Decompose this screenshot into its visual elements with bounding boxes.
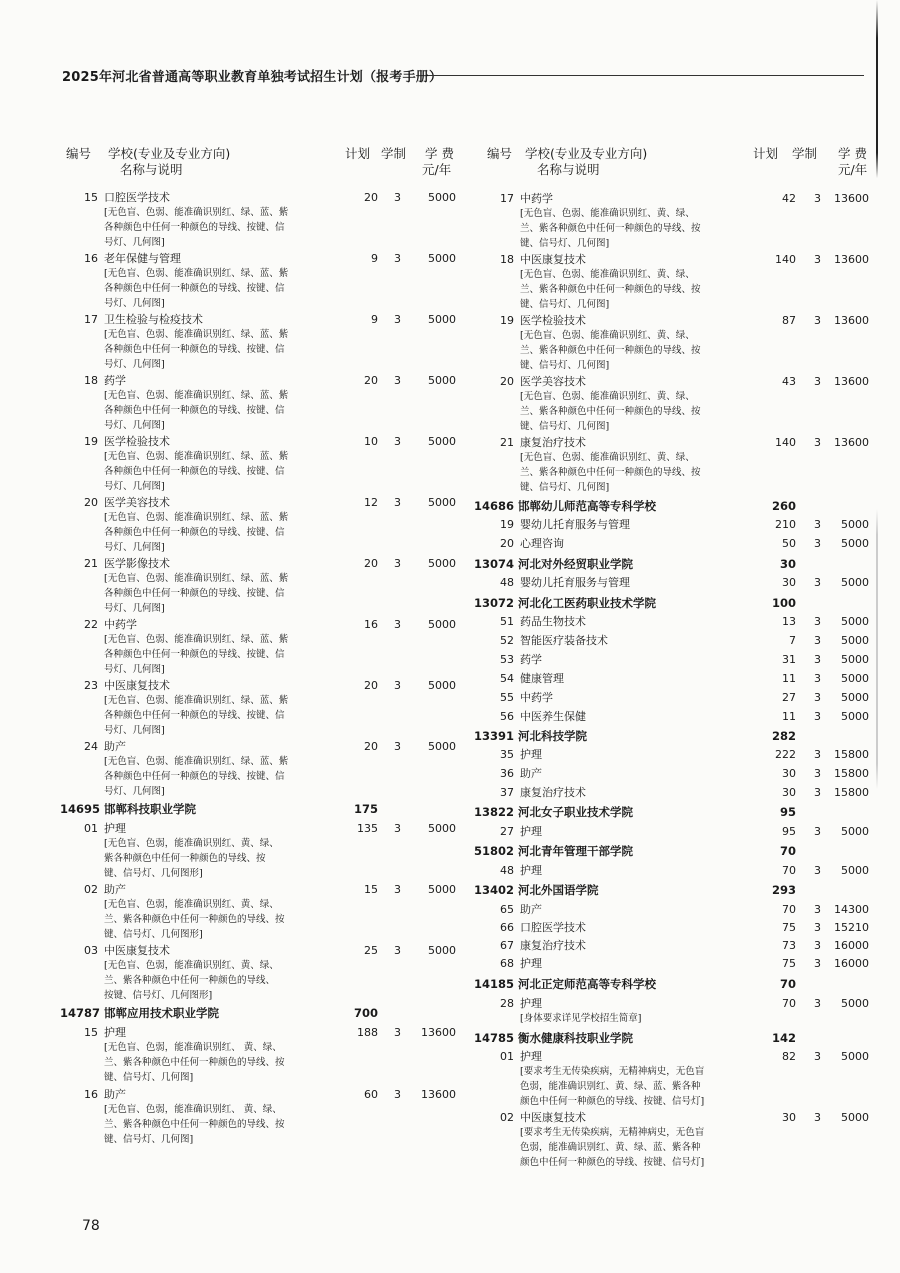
row-plan: 82 — [782, 1050, 796, 1063]
row-note: [无色盲、色弱、能准确识别红、绿、蓝、紫 各种颜色中任何一种颜色的导线、按键、信 号灯、几何图] — [104, 268, 289, 309]
school-name: 邯郸应用技术职业学院 — [104, 1006, 219, 1020]
school-code: 14686 — [473, 499, 514, 513]
row-code: 20 — [500, 537, 514, 550]
row-name: 中药学 — [104, 618, 137, 631]
row-note: [无色盲、色弱、能准确识别红、绿、蓝、紫 各种颜色中任何一种颜色的导线、按键、信 号灯、几何图] — [104, 756, 289, 797]
row-code: 66 — [500, 921, 514, 934]
row-name: 医学美容技术 — [104, 496, 170, 509]
row-note: [无色盲、色弱、能准确识别红、黄、绿、 兰、紫各种颜色中任何一种颜色的导线、按 键、信号灯、几何图] — [520, 208, 701, 249]
school-plan: 293 — [771, 883, 796, 897]
row-code: 17 — [500, 192, 514, 205]
row-code: 36 — [500, 767, 514, 780]
row-note: [无色盲、色弱，能准确识别红、 黄、绿、 兰、紫各种颜色中任何一种颜色的导线、按 键、信号灯、几何图] — [104, 1104, 285, 1145]
row-note: [无色盲、色弱，能准确识别红、黄、绿、 兰、紫各种颜色中任何一种颜色的导线、 按键、信号灯、几何图形] — [104, 960, 279, 1001]
row-plan: 30 — [782, 786, 796, 799]
school-code: 14695 — [59, 802, 100, 816]
row-name: 康复治疗技术 — [520, 436, 586, 449]
school-name: 河北女子职业技术学院 — [518, 805, 633, 819]
row-plan: 87 — [782, 314, 796, 327]
page-number: 78 — [82, 1218, 100, 1234]
row-note: [无色盲、色弱、能准确识别红、黄、绿、 兰、紫各种颜色中任何一种颜色的导线、按 键、信号灯、几何图] — [520, 330, 701, 371]
row-fee: 5000 — [428, 740, 456, 753]
page-edge-line — [876, 0, 878, 1273]
school-plan: 100 — [771, 596, 796, 610]
row-code: 01 — [84, 822, 98, 835]
row-code: 18 — [500, 253, 514, 266]
row-fee: 5000 — [841, 1111, 869, 1124]
row-years: 3 — [814, 436, 821, 449]
row-years: 3 — [814, 615, 821, 628]
school-code: 13402 — [473, 883, 514, 897]
row-plan: 30 — [782, 576, 796, 589]
row-fee: 15210 — [834, 921, 869, 934]
row-name: 康复治疗技术 — [520, 939, 586, 952]
row-note: [无色盲、色弱、能准确识别红、绿、蓝、紫 各种颜色中任何一种颜色的导线、按键、信 号灯、几何图] — [104, 695, 289, 736]
row-fee: 14300 — [834, 903, 869, 916]
row-fee: 16000 — [834, 939, 869, 952]
row-code: 02 — [84, 883, 98, 896]
school-plan: 142 — [771, 1031, 796, 1045]
row-years: 3 — [814, 576, 821, 589]
school-code: 51802 — [473, 844, 514, 858]
row-code: 15 — [84, 191, 98, 204]
row-note: [要求考生无传染疾病，无精神病史，无色盲 色弱，能准确识别红、黄、绿、蓝、紫各种 颜色中任何一种颜色的导线、按键、信号灯] — [520, 1066, 705, 1107]
row-name: 口腔医学技术 — [104, 191, 170, 204]
row-code: 27 — [500, 825, 514, 838]
row-name: 医学影像技术 — [104, 557, 170, 570]
row-name: 护理 — [104, 1026, 126, 1039]
school-code: 13072 — [473, 596, 514, 610]
row-name: 药学 — [104, 374, 126, 387]
row-note: [无色盲、色弱、能准确识别红、绿、蓝、紫 各种颜色中任何一种颜色的导线、按键、信 号灯、几何图] — [104, 634, 289, 675]
row-fee: 13600 — [834, 436, 869, 449]
row-fee: 13600 — [834, 253, 869, 266]
row-fee: 5000 — [428, 557, 456, 570]
row-code: 18 — [84, 374, 98, 387]
row-years: 3 — [814, 825, 821, 838]
row-years: 3 — [394, 822, 401, 835]
row-note: [无色盲、色弱、能准确识别红、黄、绿、 兰、紫各种颜色中任何一种颜色的导线、按 键、信号灯、几何图] — [520, 269, 701, 310]
school-code: 13074 — [473, 557, 514, 571]
row-years: 3 — [394, 374, 401, 387]
row-name: 医学美容技术 — [520, 375, 586, 388]
school-name: 河北青年管理干部学院 — [518, 844, 633, 858]
row-years: 3 — [814, 672, 821, 685]
row-code: 28 — [500, 997, 514, 1010]
row-note: [无色盲、色弱，能准确识别红、 黄、绿、 兰、紫各种颜色中任何一种颜色的导线、按 键、信号灯、几何图] — [104, 1042, 285, 1083]
row-code: 54 — [500, 672, 514, 685]
row-fee: 5000 — [841, 864, 869, 877]
school-name: 邯郸幼儿师范高等专科学校 — [518, 499, 656, 513]
row-fee: 5000 — [428, 435, 456, 448]
row-plan: 16 — [364, 618, 378, 631]
row-fee: 15800 — [834, 767, 869, 780]
row-code: 22 — [84, 618, 98, 631]
row-plan: 140 — [775, 253, 796, 266]
school-plan: 30 — [779, 557, 796, 571]
school-name: 河北外国语学院 — [518, 883, 599, 897]
row-name: 中医养生保健 — [520, 710, 586, 723]
row-note: [无色盲、色弱、能准确识别红、绿、蓝、紫 各种颜色中任何一种颜色的导线、按键、信 号灯、几何图] — [104, 451, 289, 492]
school-name: 衡水健康科技职业学院 — [518, 1031, 633, 1045]
row-plan: 70 — [782, 903, 796, 916]
row-fee: 5000 — [428, 496, 456, 509]
row-years: 3 — [814, 957, 821, 970]
row-years: 3 — [814, 1111, 821, 1124]
row-years: 3 — [394, 557, 401, 570]
row-code: 67 — [500, 939, 514, 952]
row-code: 68 — [500, 957, 514, 970]
row-years: 3 — [394, 1026, 401, 1039]
row-code: 15 — [84, 1026, 98, 1039]
row-code: 48 — [500, 864, 514, 877]
row-fee: 13600 — [834, 375, 869, 388]
row-name: 医学检验技术 — [520, 314, 586, 327]
row-name: 助产 — [520, 767, 542, 780]
row-name: 助产 — [104, 740, 126, 753]
row-fee: 13600 — [421, 1026, 456, 1039]
row-code: 02 — [500, 1111, 514, 1124]
col-plan-label: 计划 — [345, 146, 371, 161]
row-plan: 30 — [782, 767, 796, 780]
row-fee: 5000 — [841, 615, 869, 628]
row-plan: 42 — [782, 192, 796, 205]
row-fee: 16000 — [834, 957, 869, 970]
row-name: 卫生检验与检疫技术 — [104, 313, 203, 326]
row-years: 3 — [814, 653, 821, 666]
row-fee: 5000 — [841, 691, 869, 704]
row-name: 护理 — [520, 864, 542, 877]
row-name: 护理 — [520, 1050, 542, 1063]
row-plan: 188 — [357, 1026, 378, 1039]
row-plan: 135 — [357, 822, 378, 835]
row-years: 3 — [394, 618, 401, 631]
school-plan: 70 — [779, 844, 796, 858]
row-plan: 12 — [364, 496, 378, 509]
col-years-label: 学制 — [792, 146, 818, 161]
school-plan: 175 — [353, 802, 378, 816]
row-note: [无色盲、色弱、能准确识别红、绿、蓝、紫 各种颜色中任何一种颜色的导线、按键、信 号灯、几何图] — [104, 329, 289, 370]
school-plan: 70 — [779, 977, 796, 991]
school-name: 河北对外经贸职业学院 — [518, 557, 633, 571]
row-code: 24 — [84, 740, 98, 753]
row-years: 3 — [814, 634, 821, 647]
row-plan: 20 — [364, 740, 378, 753]
row-years: 3 — [394, 435, 401, 448]
row-plan: 60 — [364, 1088, 378, 1101]
row-note: [无色盲、色弱、能准确识别红、黄、绿、 兰、紫各种颜色中任何一种颜色的导线、按 键、信号灯、几何图] — [520, 391, 701, 432]
row-years: 3 — [814, 939, 821, 952]
row-fee: 5000 — [841, 825, 869, 838]
row-note: [无色盲、色弱、能准确识别红、黄、绿、 兰、紫各种颜色中任何一种颜色的导线、按 键、信号灯、几何图] — [520, 452, 701, 493]
row-note: [无色盲、色弱、能准确识别红、绿、蓝、紫 各种颜色中任何一种颜色的导线、按键、信 号灯、几何图] — [104, 390, 289, 431]
row-plan: 27 — [782, 691, 796, 704]
row-note: [无色盲、色弱，能准确识别红、黄、绿、 紫各种颜色中任何一种颜色的导线、按 键、信号灯、几何图形] — [104, 838, 279, 879]
row-plan: 25 — [364, 944, 378, 957]
row-code: 56 — [500, 710, 514, 723]
row-name: 健康管理 — [520, 672, 564, 685]
row-fee: 5000 — [841, 576, 869, 589]
row-code: 21 — [500, 436, 514, 449]
row-name: 药品生物技术 — [520, 615, 586, 628]
row-name: 助产 — [104, 883, 126, 896]
row-plan: 20 — [364, 374, 378, 387]
row-name: 中医康复技术 — [520, 1111, 586, 1124]
row-code: 65 — [500, 903, 514, 916]
row-fee: 15800 — [834, 786, 869, 799]
row-years: 3 — [814, 748, 821, 761]
row-code: 21 — [84, 557, 98, 570]
row-plan: 13 — [782, 615, 796, 628]
row-years: 3 — [814, 314, 821, 327]
row-fee: 5000 — [841, 672, 869, 685]
row-note: [无色盲、色弱，能准确识别红、黄、绿、 兰、紫各种颜色中任何一种颜色的导线、按 键、信号灯、几何图形] — [104, 899, 285, 940]
school-code: 13822 — [473, 805, 514, 819]
row-code: 51 — [500, 615, 514, 628]
row-years: 3 — [814, 864, 821, 877]
row-plan: 75 — [782, 957, 796, 970]
school-plan: 95 — [779, 805, 796, 819]
row-fee: 5000 — [428, 822, 456, 835]
row-code: 19 — [500, 518, 514, 531]
school-code: 14785 — [473, 1031, 514, 1045]
row-note: [身体要求详见学校招生简章] — [520, 1013, 642, 1024]
school-name: 河北化工医药职业技术学院 — [518, 596, 656, 610]
row-years: 3 — [814, 518, 821, 531]
row-plan: 9 — [371, 313, 378, 326]
row-code: 35 — [500, 748, 514, 761]
row-fee: 5000 — [841, 997, 869, 1010]
row-name: 中医康复技术 — [104, 679, 170, 692]
row-years: 3 — [394, 679, 401, 692]
col-fee-unit-label: 元/年 — [838, 162, 868, 177]
row-name: 医学检验技术 — [104, 435, 170, 448]
row-plan: 210 — [775, 518, 796, 531]
row-name: 口腔医学技术 — [520, 921, 586, 934]
school-code: 14787 — [59, 1006, 100, 1020]
school-plan: 700 — [353, 1006, 378, 1020]
col-plan-label: 计划 — [753, 146, 779, 161]
row-years: 3 — [394, 496, 401, 509]
col-fee-label: 学 费 — [838, 146, 867, 161]
row-plan: 70 — [782, 997, 796, 1010]
col-fee-unit-label: 元/年 — [422, 162, 452, 177]
row-name: 护理 — [104, 822, 126, 835]
row-code: 23 — [84, 679, 98, 692]
row-fee: 5000 — [428, 191, 456, 204]
row-plan: 30 — [782, 1111, 796, 1124]
row-code: 17 — [84, 313, 98, 326]
row-plan: 20 — [364, 679, 378, 692]
row-fee: 5000 — [841, 1050, 869, 1063]
row-fee: 13600 — [834, 192, 869, 205]
row-plan: 10 — [364, 435, 378, 448]
row-fee: 5000 — [428, 252, 456, 265]
row-years: 3 — [814, 903, 821, 916]
row-name: 中药学 — [520, 691, 553, 704]
row-code: 16 — [84, 1088, 98, 1101]
row-years: 3 — [394, 944, 401, 957]
row-years: 3 — [814, 1050, 821, 1063]
row-note: [无色盲、色弱、能准确识别红、绿、蓝、紫 各种颜色中任何一种颜色的导线、按键、信 号灯、几何图] — [104, 573, 289, 614]
col-code-label: 编号 — [66, 146, 92, 161]
row-name: 智能医疗装备技术 — [520, 634, 608, 647]
col-school-label: 学校(专业及专业方向) — [525, 146, 648, 161]
row-name: 助产 — [520, 903, 542, 916]
school-name: 邯郸科技职业学院 — [104, 802, 196, 816]
row-fee: 5000 — [841, 653, 869, 666]
row-plan: 222 — [775, 748, 796, 761]
row-code: 48 — [500, 576, 514, 589]
row-years: 3 — [394, 191, 401, 204]
row-note: [无色盲、色弱、能准确识别红、绿、蓝、紫 各种颜色中任何一种颜色的导线、按键、信 号灯、几何图] — [104, 512, 289, 553]
row-name: 护理 — [520, 748, 542, 761]
row-years: 3 — [814, 997, 821, 1010]
row-name: 中医康复技术 — [104, 944, 170, 957]
header-rule — [428, 75, 864, 76]
row-fee: 5000 — [428, 374, 456, 387]
row-code: 53 — [500, 653, 514, 666]
row-fee: 5000 — [428, 883, 456, 896]
row-fee: 13600 — [421, 1088, 456, 1101]
row-fee: 5000 — [428, 679, 456, 692]
row-plan: 15 — [364, 883, 378, 896]
row-years: 3 — [814, 375, 821, 388]
row-years: 3 — [394, 252, 401, 265]
row-plan: 140 — [775, 436, 796, 449]
row-name: 药学 — [520, 653, 542, 666]
col-school-sub-label: 名称与说明 — [120, 162, 183, 177]
row-code: 03 — [84, 944, 98, 957]
row-name: 康复治疗技术 — [520, 786, 586, 799]
row-code: 19 — [500, 314, 514, 327]
page-header-title: 2025年河北省普通高等职业教育单独考试招生计划（报考手册） — [62, 70, 443, 85]
row-plan: 75 — [782, 921, 796, 934]
school-plan: 282 — [771, 729, 796, 743]
row-name: 婴幼儿托育服务与管理 — [520, 518, 630, 531]
row-note: [要求考生无传染疾病，无精神病史，无色盲 色弱，能准确识别红、黄、绿、蓝、紫各种 颜色中任何一种颜色的导线、按键、信号灯] — [520, 1127, 705, 1168]
row-code: 37 — [500, 786, 514, 799]
row-years: 3 — [814, 537, 821, 550]
row-fee: 5000 — [841, 518, 869, 531]
row-name: 护理 — [520, 957, 542, 970]
row-years: 3 — [394, 1088, 401, 1101]
row-plan: 70 — [782, 864, 796, 877]
row-fee: 5000 — [841, 537, 869, 550]
row-fee: 5000 — [428, 618, 456, 631]
row-code: 55 — [500, 691, 514, 704]
row-note: [无色盲、色弱、能准确识别红、绿、蓝、紫 各种颜色中任何一种颜色的导线、按键、信 号灯、几何图] — [104, 207, 289, 248]
row-years: 3 — [814, 767, 821, 780]
row-code: 20 — [500, 375, 514, 388]
row-name: 护理 — [520, 997, 542, 1010]
row-name: 中医康复技术 — [520, 253, 586, 266]
row-fee: 15800 — [834, 748, 869, 761]
row-plan: 43 — [782, 375, 796, 388]
row-plan: 9 — [371, 252, 378, 265]
col-fee-label: 学 费 — [425, 146, 454, 161]
row-fee: 5000 — [428, 944, 456, 957]
row-fee: 5000 — [841, 710, 869, 723]
row-plan: 31 — [782, 653, 796, 666]
row-name: 护理 — [520, 825, 542, 838]
school-name: 河北正定师范高等专科学校 — [518, 977, 656, 991]
row-years: 3 — [814, 253, 821, 266]
row-years: 3 — [814, 786, 821, 799]
col-code-label: 编号 — [487, 146, 513, 161]
row-plan: 50 — [782, 537, 796, 550]
school-code: 14185 — [473, 977, 514, 991]
row-name: 婴幼儿托育服务与管理 — [520, 576, 630, 589]
row-fee: 5000 — [841, 634, 869, 647]
row-plan: 7 — [789, 634, 796, 647]
row-name: 心理咨询 — [520, 537, 564, 550]
row-years: 3 — [814, 192, 821, 205]
row-years: 3 — [814, 921, 821, 934]
row-plan: 73 — [782, 939, 796, 952]
row-fee: 13600 — [834, 314, 869, 327]
row-plan: 11 — [782, 710, 796, 723]
row-years: 3 — [814, 710, 821, 723]
row-code: 20 — [84, 496, 98, 509]
row-code: 52 — [500, 634, 514, 647]
row-name: 老年保健与管理 — [104, 252, 181, 265]
row-plan: 20 — [364, 557, 378, 570]
school-plan: 260 — [771, 499, 796, 513]
row-plan: 95 — [782, 825, 796, 838]
col-years-label: 学制 — [381, 146, 407, 161]
school-code: 13391 — [473, 729, 514, 743]
row-years: 3 — [394, 883, 401, 896]
col-school-sub-label: 名称与说明 — [537, 162, 600, 177]
row-name: 中药学 — [520, 192, 553, 205]
col-school-label: 学校(专业及专业方向) — [108, 146, 231, 161]
row-fee: 5000 — [428, 313, 456, 326]
row-plan: 20 — [364, 191, 378, 204]
row-code: 01 — [500, 1050, 514, 1063]
row-years: 3 — [394, 740, 401, 753]
row-plan: 11 — [782, 672, 796, 685]
row-code: 16 — [84, 252, 98, 265]
row-name: 助产 — [104, 1088, 126, 1101]
school-name: 河北科技学院 — [518, 729, 587, 743]
row-code: 19 — [84, 435, 98, 448]
row-years: 3 — [814, 691, 821, 704]
row-years: 3 — [394, 313, 401, 326]
